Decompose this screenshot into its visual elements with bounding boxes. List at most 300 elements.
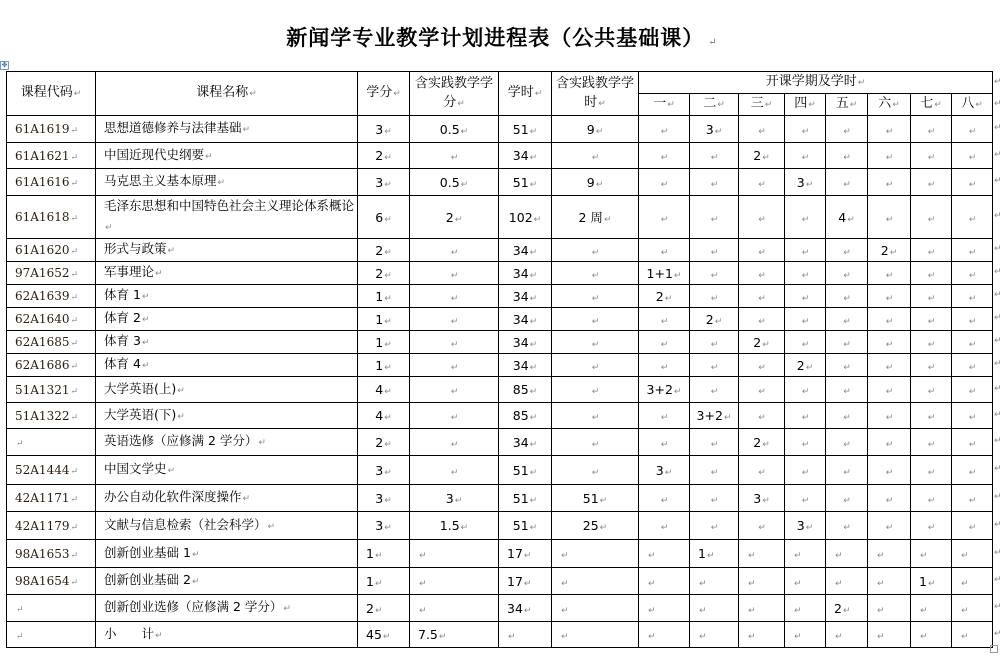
- course-name-cell: 军事理论↵: [96, 262, 358, 285]
- semester-3-cell: 3↵: [739, 485, 785, 512]
- hours-cell: 85↵: [499, 377, 552, 403]
- course-name-cell: 办公自动化软件深度操作↵: [96, 485, 358, 512]
- header-practice-credits: 含实践教学学分↵: [410, 72, 499, 116]
- hours-cell: 34↵: [499, 143, 552, 169]
- semester-6-cell: ↵: [868, 540, 911, 568]
- semester-6-cell: ↵: [868, 456, 911, 485]
- practice-hours-cell: ↵: [552, 239, 639, 262]
- semester-5-cell: ↵: [826, 285, 868, 308]
- semester-4-cell: ↵: [785, 196, 826, 239]
- semester-4-cell: ↵: [785, 622, 826, 648]
- table-row: [7, 622, 993, 648]
- semester-6-cell: ↵: [868, 354, 911, 377]
- semester-2-cell: ↵: [690, 568, 739, 595]
- course-name-cell: 马克思主义基本原理↵: [96, 169, 358, 196]
- semester-7-cell: ↵: [911, 354, 952, 377]
- practice-credits-cell: ↵: [410, 568, 499, 595]
- semester-5-cell: ↵: [826, 377, 868, 403]
- practice-hours-cell: 25↵: [552, 512, 639, 540]
- practice-hours-cell: ↵: [552, 622, 639, 648]
- semester-2-cell: ↵: [690, 512, 739, 540]
- course-name-cell: 大学英语(下)↵: [96, 403, 358, 429]
- semester-5-cell: ↵: [826, 116, 868, 143]
- semester-2-cell: ↵: [690, 354, 739, 377]
- header-semester-4: 四↵: [785, 94, 826, 116]
- semester-8-cell: ↵: [952, 116, 993, 143]
- semester-3-cell: ↵: [739, 456, 785, 485]
- semester-7-cell: 1↵: [911, 568, 952, 595]
- practice-credits-cell: ↵: [410, 429, 499, 456]
- row-end-mark-icon: ↵: [994, 267, 1002, 277]
- practice-credits-cell: ↵: [410, 308, 499, 331]
- practice-hours-cell: ↵: [552, 456, 639, 485]
- course-code-cell: 98A1653↵: [7, 540, 96, 568]
- row-end-mark-icon: ↵: [994, 149, 1002, 160]
- semester-3-cell: ↵: [739, 308, 785, 331]
- semester-1-cell: 1+1↵: [639, 262, 690, 285]
- semester-7-cell: ↵: [911, 540, 952, 568]
- credits-cell: 3↵: [358, 456, 410, 485]
- semester-4-cell: ↵: [785, 485, 826, 512]
- course-code-cell: 61A1620↵: [7, 239, 96, 262]
- semester-4-cell: ↵: [785, 377, 826, 403]
- semester-7-cell: ↵: [911, 169, 952, 196]
- table-row: [7, 331, 993, 354]
- header-semester-3: 三↵: [739, 94, 785, 116]
- course-code-cell: 61A1618↵: [7, 196, 96, 239]
- credits-cell: 2↵: [358, 143, 410, 169]
- semester-5-cell: ↵: [826, 456, 868, 485]
- semester-8-cell: ↵: [952, 308, 993, 331]
- practice-hours-cell: ↵: [552, 568, 639, 595]
- course-code-cell: 42A1171↵: [7, 485, 96, 512]
- row-end-mark-icon: ↵: [994, 76, 1002, 87]
- teaching-plan-table: [6, 71, 993, 648]
- semester-6-cell: ↵: [868, 622, 911, 648]
- table-row: [7, 354, 993, 377]
- semester-3-cell: ↵: [739, 595, 785, 622]
- hours-cell: 51↵: [499, 169, 552, 196]
- header-course-code: 课程代码↵: [7, 72, 96, 116]
- hours-cell: 102↵: [499, 196, 552, 239]
- semester-3-cell: ↵: [739, 354, 785, 377]
- semester-5-cell: ↵: [826, 308, 868, 331]
- semester-8-cell: ↵: [952, 622, 993, 648]
- header-semester-group: 开课学期及学时↵: [639, 72, 993, 94]
- semester-4-cell: ↵: [785, 262, 826, 285]
- semester-4-cell: 3↵: [785, 169, 826, 196]
- semester-2-cell: ↵: [690, 331, 739, 354]
- course-name-cell: 体育 4↵: [96, 354, 358, 377]
- table-row: [7, 595, 993, 622]
- semester-8-cell: ↵: [952, 485, 993, 512]
- credits-cell: 4↵: [358, 403, 410, 429]
- semester-4-cell: ↵: [785, 456, 826, 485]
- semester-6-cell: ↵: [868, 196, 911, 239]
- paragraph-mark-icon: ↵: [708, 37, 718, 48]
- semester-5-cell: ↵: [826, 143, 868, 169]
- semester-1-cell: ↵: [639, 331, 690, 354]
- header-hours: 学时↵: [499, 72, 552, 116]
- semester-7-cell: ↵: [911, 485, 952, 512]
- semester-7-cell: ↵: [911, 308, 952, 331]
- course-code-cell: ↵: [7, 429, 96, 456]
- credits-cell: 3↵: [358, 169, 410, 196]
- row-end-mark-icon: ↵: [994, 211, 1002, 221]
- row-end-mark-icon: ↵: [994, 464, 1002, 474]
- practice-credits-cell: 0.5↵: [410, 169, 499, 196]
- course-name-cell: 英语选修（应修满 2 学分）↵: [96, 429, 358, 456]
- semester-6-cell: ↵: [868, 512, 911, 540]
- semester-4-cell: ↵: [785, 403, 826, 429]
- semester-5-cell: ↵: [826, 169, 868, 196]
- semester-1-cell: ↵: [639, 485, 690, 512]
- practice-hours-cell: ↵: [552, 403, 639, 429]
- course-name-cell: 小 计↵: [96, 622, 358, 648]
- semester-2-cell: ↵: [690, 239, 739, 262]
- semester-2-cell: ↵: [690, 595, 739, 622]
- semester-1-cell: ↵: [639, 196, 690, 239]
- semester-8-cell: ↵: [952, 456, 993, 485]
- semester-1-cell: ↵: [639, 622, 690, 648]
- course-code-cell: 42A1179↵: [7, 512, 96, 540]
- semester-5-cell: 4↵: [826, 196, 868, 239]
- semester-6-cell: ↵: [868, 116, 911, 143]
- hours-cell: 34↵: [499, 354, 552, 377]
- table-row: [7, 540, 993, 568]
- semester-1-cell: ↵: [639, 403, 690, 429]
- semester-8-cell: ↵: [952, 285, 993, 308]
- course-code-cell: 61A1619↵: [7, 116, 96, 143]
- hours-cell: 51↵: [499, 485, 552, 512]
- practice-credits-cell: ↵: [410, 262, 499, 285]
- row-end-mark-icon: ↵: [994, 575, 1002, 585]
- course-code-cell: 97A1652↵: [7, 262, 96, 285]
- row-end-mark-icon: ↵: [994, 123, 1002, 133]
- table-row: [7, 169, 993, 196]
- row-end-mark-icon: ↵: [994, 383, 1002, 394]
- semester-5-cell: ↵: [826, 403, 868, 429]
- header-semester-7: 七↵: [911, 94, 952, 116]
- semester-4-cell: ↵: [785, 429, 826, 456]
- hours-cell: 34↵: [499, 331, 552, 354]
- credits-cell: 2↵: [358, 595, 410, 622]
- semester-7-cell: ↵: [911, 429, 952, 456]
- semester-7-cell: ↵: [911, 196, 952, 239]
- course-code-cell: 62A1639↵: [7, 285, 96, 308]
- row-end-mark-icon: ↵: [994, 602, 1002, 612]
- semester-7-cell: ↵: [911, 456, 952, 485]
- credits-cell: 1↵: [358, 354, 410, 377]
- semester-8-cell: ↵: [952, 540, 993, 568]
- semester-6-cell: 2↵: [868, 239, 911, 262]
- semester-6-cell: ↵: [868, 568, 911, 595]
- semester-1-cell: ↵: [639, 143, 690, 169]
- course-code-cell: ↵: [7, 622, 96, 648]
- practice-hours-cell: ↵: [552, 377, 639, 403]
- credits-cell: 2↵: [358, 262, 410, 285]
- semester-1-cell: ↵: [639, 568, 690, 595]
- semester-6-cell: ↵: [868, 377, 911, 403]
- header-row-1: [7, 72, 993, 94]
- table-row: [7, 143, 993, 169]
- semester-4-cell: ↵: [785, 331, 826, 354]
- practice-hours-cell: 9↵: [552, 169, 639, 196]
- semester-8-cell: ↵: [952, 169, 993, 196]
- semester-2-cell: ↵: [690, 169, 739, 196]
- semester-2-cell: ↵: [690, 429, 739, 456]
- credits-cell: 1↵: [358, 568, 410, 595]
- semester-7-cell: ↵: [911, 403, 952, 429]
- semester-7-cell: ↵: [911, 377, 952, 403]
- semester-7-cell: ↵: [911, 331, 952, 354]
- credits-cell: 3↵: [358, 512, 410, 540]
- credits-cell: 1↵: [358, 331, 410, 354]
- hours-cell: 51↵: [499, 116, 552, 143]
- semester-1-cell: ↵: [639, 239, 690, 262]
- header-semester-2: 二↵: [690, 94, 739, 116]
- practice-credits-cell: ↵: [410, 285, 499, 308]
- header-course-name: 课程名称↵: [96, 72, 358, 116]
- hours-cell: 17↵: [499, 540, 552, 568]
- semester-3-cell: ↵: [739, 377, 785, 403]
- header-semester-8: 八↵: [952, 94, 993, 116]
- course-name-cell: 形式与政策↵: [96, 239, 358, 262]
- table-row: [7, 485, 993, 512]
- header-semester-1: 一↵: [639, 94, 690, 116]
- semester-4-cell: ↵: [785, 285, 826, 308]
- hours-cell: 51↵: [499, 512, 552, 540]
- hours-cell: 51↵: [499, 456, 552, 485]
- semester-7-cell: ↵: [911, 512, 952, 540]
- document-title: [0, 22, 1004, 52]
- table-resize-handle-icon[interactable]: [990, 645, 998, 653]
- credits-cell: 1↵: [358, 285, 410, 308]
- row-end-mark-icon: ↵: [994, 492, 1002, 502]
- hours-cell: 85↵: [499, 403, 552, 429]
- course-name-cell: 创新创业选修（应修满 2 学分）↵: [96, 595, 358, 622]
- semester-2-cell: ↵: [690, 143, 739, 169]
- credits-cell: 2↵: [358, 239, 410, 262]
- semester-6-cell: ↵: [868, 429, 911, 456]
- semester-2-cell: ↵: [690, 285, 739, 308]
- row-end-mark-icon: ↵: [994, 313, 1002, 323]
- semester-4-cell: ↵: [785, 116, 826, 143]
- practice-hours-cell: ↵: [552, 595, 639, 622]
- credits-cell: 45↵: [358, 622, 410, 648]
- table-row: [7, 285, 993, 308]
- semester-7-cell: ↵: [911, 116, 952, 143]
- semester-1-cell: ↵: [639, 540, 690, 568]
- header-practice-hours: 含实践教学学时↵: [552, 72, 639, 116]
- semester-8-cell: ↵: [952, 262, 993, 285]
- semester-8-cell: ↵: [952, 143, 993, 169]
- row-end-mark-icon: ↵: [994, 336, 1002, 346]
- practice-hours-cell: ↵: [552, 308, 639, 331]
- practice-credits-cell: ↵: [410, 239, 499, 262]
- practice-hours-cell: ↵: [552, 354, 639, 377]
- semester-3-cell: ↵: [739, 540, 785, 568]
- semester-2-cell: ↵: [690, 622, 739, 648]
- semester-3-cell: ↵: [739, 116, 785, 143]
- semester-2-cell: 1↵: [690, 540, 739, 568]
- semester-2-cell: ↵: [690, 456, 739, 485]
- course-code-cell: 51A1321↵: [7, 377, 96, 403]
- course-name-cell: 毛泽东思想和中国特色社会主义理论体系概论↵: [96, 196, 358, 239]
- practice-hours-cell: ↵: [552, 285, 639, 308]
- semester-2-cell: ↵: [690, 485, 739, 512]
- row-end-mark-icon: ↵: [994, 290, 1002, 300]
- hours-cell: 34↵: [499, 308, 552, 331]
- semester-3-cell: ↵: [739, 239, 785, 262]
- semester-5-cell: ↵: [826, 331, 868, 354]
- table-row: [7, 377, 993, 403]
- course-name-cell: 体育 3↵: [96, 331, 358, 354]
- semester-2-cell: ↵: [690, 262, 739, 285]
- credits-cell: 1↵: [358, 308, 410, 331]
- semester-4-cell: ↵: [785, 568, 826, 595]
- semester-7-cell: ↵: [911, 239, 952, 262]
- document-title-text: 新闻学专业教学计划进程表（公共基础课）: [286, 25, 705, 50]
- semester-3-cell: 2↵: [739, 331, 785, 354]
- table-row: [7, 568, 993, 595]
- practice-credits-cell: ↵: [410, 456, 499, 485]
- hours-cell: 17↵: [499, 568, 552, 595]
- semester-3-cell: 2↵: [739, 143, 785, 169]
- semester-5-cell: ↵: [826, 568, 868, 595]
- row-end-mark-icon: ↵: [994, 409, 1002, 420]
- course-name-cell: 中国文学史↵: [96, 456, 358, 485]
- practice-credits-cell: ↵: [410, 377, 499, 403]
- course-code-cell: 52A1444↵: [7, 456, 96, 485]
- credits-cell: 3↵: [358, 485, 410, 512]
- course-name-cell: 大学英语(上)↵: [96, 377, 358, 403]
- semester-8-cell: ↵: [952, 377, 993, 403]
- semester-7-cell: ↵: [911, 262, 952, 285]
- semester-6-cell: ↵: [868, 403, 911, 429]
- semester-1-cell: ↵: [639, 116, 690, 143]
- semester-3-cell: ↵: [739, 285, 785, 308]
- hours-cell: 34↵: [499, 285, 552, 308]
- table-row: [7, 456, 993, 485]
- semester-8-cell: ↵: [952, 239, 993, 262]
- semester-5-cell: ↵: [826, 262, 868, 285]
- semester-5-cell: ↵: [826, 429, 868, 456]
- semester-3-cell: ↵: [739, 568, 785, 595]
- row-end-mark-icon: ↵: [994, 359, 1002, 369]
- course-code-cell: 51A1322↵: [7, 403, 96, 429]
- credits-cell: 6↵: [358, 196, 410, 239]
- hours-cell: 34↵: [499, 595, 552, 622]
- table-row: [7, 116, 993, 143]
- practice-hours-cell: 2 周↵: [552, 196, 639, 239]
- semester-8-cell: ↵: [952, 595, 993, 622]
- semester-5-cell: ↵: [826, 354, 868, 377]
- practice-hours-cell: ↵: [552, 429, 639, 456]
- hours-cell: ↵: [499, 622, 552, 648]
- table-row: [7, 512, 993, 540]
- semester-6-cell: ↵: [868, 285, 911, 308]
- semester-7-cell: ↵: [911, 595, 952, 622]
- semester-4-cell: ↵: [785, 308, 826, 331]
- semester-4-cell: ↵: [785, 239, 826, 262]
- practice-credits-cell: ↵: [410, 540, 499, 568]
- semester-6-cell: ↵: [868, 143, 911, 169]
- semester-4-cell: 2↵: [785, 354, 826, 377]
- header-credits: 学分↵: [358, 72, 410, 116]
- course-code-cell: ↵: [7, 595, 96, 622]
- semester-1-cell: ↵: [639, 308, 690, 331]
- semester-5-cell: ↵: [826, 512, 868, 540]
- course-code-cell: 98A1654↵: [7, 568, 96, 595]
- credits-cell: 4↵: [358, 377, 410, 403]
- table-move-handle-icon[interactable]: ✥: [1, 61, 8, 69]
- semester-8-cell: ↵: [952, 568, 993, 595]
- semester-6-cell: ↵: [868, 169, 911, 196]
- semester-8-cell: ↵: [952, 512, 993, 540]
- semester-2-cell: 3↵: [690, 116, 739, 143]
- hours-cell: 34↵: [499, 429, 552, 456]
- row-end-mark-icon: ↵: [994, 628, 1002, 639]
- semester-5-cell: 2↵: [826, 595, 868, 622]
- semester-3-cell: ↵: [739, 512, 785, 540]
- hours-cell: 34↵: [499, 239, 552, 262]
- semester-8-cell: ↵: [952, 196, 993, 239]
- semester-7-cell: ↵: [911, 143, 952, 169]
- semester-1-cell: 3↵: [639, 456, 690, 485]
- practice-credits-cell: 3↵: [410, 485, 499, 512]
- semester-8-cell: ↵: [952, 354, 993, 377]
- semester-6-cell: ↵: [868, 331, 911, 354]
- semester-3-cell: ↵: [739, 622, 785, 648]
- semester-8-cell: ↵: [952, 429, 993, 456]
- table-row: [7, 429, 993, 456]
- row-end-mark-icon: ↵: [994, 244, 1002, 254]
- semester-1-cell: ↵: [639, 512, 690, 540]
- course-name-cell: 中国近现代史纲要↵: [96, 143, 358, 169]
- practice-hours-cell: 51↵: [552, 485, 639, 512]
- semester-1-cell: ↵: [639, 429, 690, 456]
- row-end-mark-icon: ↵: [994, 519, 1002, 530]
- practice-credits-cell: 7.5↵: [410, 622, 499, 648]
- practice-credits-cell: ↵: [410, 595, 499, 622]
- credits-cell: 3↵: [358, 116, 410, 143]
- table-row: [7, 196, 993, 239]
- semester-8-cell: ↵: [952, 331, 993, 354]
- semester-1-cell: 2↵: [639, 285, 690, 308]
- course-name-cell: 思想道德修养与法律基础↵: [96, 116, 358, 143]
- header-semester-5: 五↵: [826, 94, 868, 116]
- semester-5-cell: ↵: [826, 239, 868, 262]
- semester-2-cell: 3+2↵: [690, 403, 739, 429]
- credits-cell: 2↵: [358, 429, 410, 456]
- course-code-cell: 62A1686↵: [7, 354, 96, 377]
- header-semester-6: 六↵: [868, 94, 911, 116]
- semester-3-cell: ↵: [739, 262, 785, 285]
- semester-4-cell: ↵: [785, 595, 826, 622]
- practice-credits-cell: ↵: [410, 354, 499, 377]
- semester-4-cell: 3↵: [785, 512, 826, 540]
- practice-credits-cell: 2↵: [410, 196, 499, 239]
- course-name-cell: 创新创业基础 2↵: [96, 568, 358, 595]
- semester-3-cell: 2↵: [739, 429, 785, 456]
- table-row: [7, 308, 993, 331]
- practice-credits-cell: 1.5↵: [410, 512, 499, 540]
- practice-credits-cell: 0.5↵: [410, 116, 499, 143]
- semester-6-cell: ↵: [868, 262, 911, 285]
- semester-5-cell: ↵: [826, 540, 868, 568]
- semester-2-cell: ↵: [690, 377, 739, 403]
